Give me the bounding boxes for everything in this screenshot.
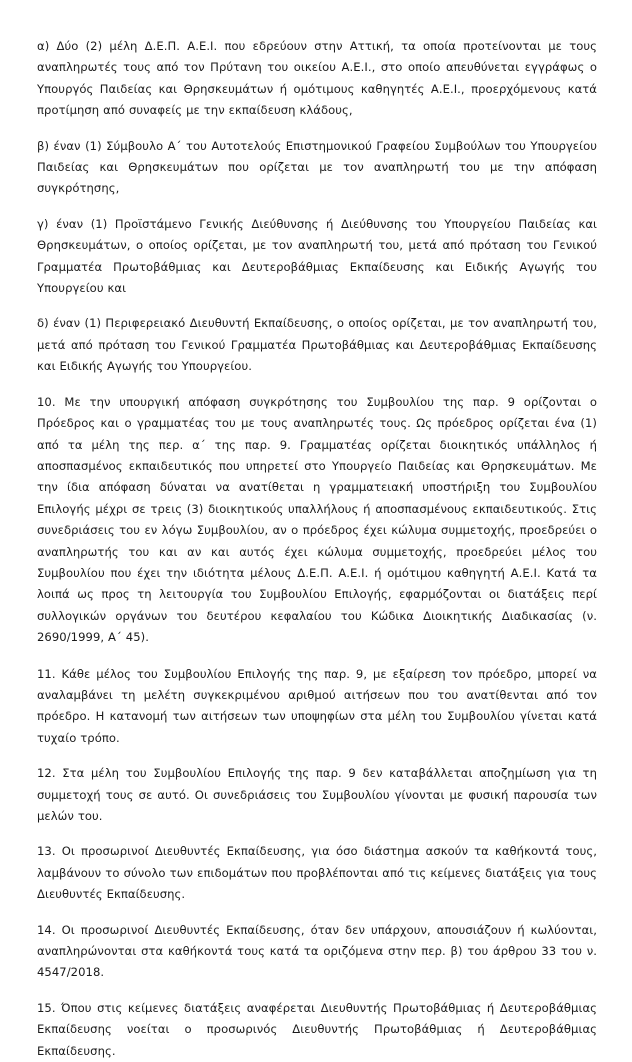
paragraph-item-gamma: γ) έναν (1) Προϊστάμενο Γενικής Διεύθυνσης ή Διεύθυνσης του Υπουργείου Παιδείας και Θρησκευμάτων, ο οποίος ορίζεται, με τον αναπληρωτή του, μετά από πρόταση του Γενικού Γραμματέα Πρωτοβάθμιας και Δευτεροβάθμιας Εκπαίδευσης και Ειδικής Αγωγής του Υπουργείου και [37, 216, 597, 296]
paragraph-item-delta: δ) έναν (1) Περιφερειακό Διευθυντή Εκπαίδευσης, ο οποίος ορίζεται, με τον αναπληρωτή του, μετά από πρόταση του Γενικού Γραμματέα Πρωτοβάθμιας και Δευτεροβάθμιας Εκπαίδευσης και Ειδικής Αγωγής του Υπουργείου. [37, 316, 597, 374]
paragraph-item-alpha: α) Δύο (2) μέλη Δ.Ε.Π. Α.Ε.Ι. που εδρεύουν στην Αττική, τα οποία προτείνονται με τους αναπληρωτές τους από τον Πρύτανη του οικείου Α.Ε.Ι., στο οποίο απευθύνεται εγγράφως ο Υπουργός Παιδείας και Θρησκευμάτων ή ομότιμους καθηγητές Α.Ε.Ι., προερχόμενους κατά προτίμηση από συναφείς με την εκπαίδευση κλάδους, [37, 39, 597, 118]
paragraph-14: 14. Οι προσωρινοί Διευθυντές Εκπαίδευσης, όταν δεν υπάρχουν, απουσιάζουν ή κωλύονται, αναπληρώνονται στα καθήκοντά τους κατά τα οριζόμενα στην περ. β) του άρθρου 33 του ν. 4547/2018. [37, 922, 597, 980]
paragraph-11: 11. Κάθε μέλος του Συμβουλίου Επιλογής της παρ. 9, με εξαίρεση τον πρόεδρο, μπορεί να αναλαμβάνει τη μελέτη συγκεκριμένου αριθμού αιτήσεων που του ανατίθενται από τον πρόεδρο. Η κατανομή των αιτήσεων των υποψηφίων στα μέλη του Συμβουλίου γίνεται κατά τυχαίο τρόπο. [37, 666, 597, 745]
paragraph-10: 10. Με την υπουργική απόφαση συγκρότησης του Συμβουλίου της παρ. 9 ορίζονται ο Πρόεδρος και ο γραμματέας του με τους αναπληρωτές τους. Ως πρόεδρος ορίζεται ένα (1) από τα μέλη της περ. α΄ της παρ. 9. Γραμματέας ορίζεται διοικητικός υπάλληλος ή αποσπασμένος εκπαιδευτικός που υπηρετεί στο Υπουργείο Παιδείας και Θρησκευμάτων. Με την ίδια απόφαση δύναται να ανατίθεται η γραμματειακή υποστήριξη του Συμβουλίου Επιλογής μέχρι σε τρεις (3) διοικητικούς υπαλλήλους ή αποσπασμένους εκπαιδευτικούς. Στις συνεδριάσεις του εν λόγω Συμβουλίου, αν ο πρόεδρος έχει κώλυμα συμμετοχής, προεδρεύει ο αναπληρωτής του και αν και αυτός έχει κώλυμα συμμετοχής, προεδρεύει μέλος του Συμβουλίου που έχει την ιδιότητα μέλους Δ.Ε.Π. Α.Ε.Ι. ή ομότιμου καθηγητή Α.Ε.Ι. Κατά τα λοιπά ως προς τη λειτουργία του Συμβουλίου Επιλογής, εφαρμόζονται οι διατάξεις περί συλλογικών οργάνων του δευτέρου κεφαλαίου του Κώδικα Διοικητικής Διαδικασίας (ν. 2690/1999, Α΄ 45). [37, 394, 597, 645]
document-text-body [37, 36, 597, 1062]
paragraph-13: 13. Οι προσωρινοί Διευθυντές Εκπαίδευσης, για όσο διάστημα ασκούν τα καθήκοντά τους, λαμβάνουν το σύνολο των επιδομάτων που προβλέπονται από τις κείμενες διατάξεις για τους Διευθυντές Εκπαίδευσης. [37, 844, 597, 902]
paragraph-item-beta: β) έναν (1) Σύμβουλο Α΄ του Αυτοτελούς Επιστημονικού Γραφείου Συμβούλων του Υπουργείου Παιδείας και Θρησκευμάτων που ορίζεται με τον αναπληρωτή του με την απόφαση συγκρότησης, [37, 138, 597, 196]
paragraph-15: 15. Όπου στις κείμενες διατάξεις αναφέρεται Διευθυντής Πρωτοβάθμιας ή Δευτεροβάθμιας Εκπαίδευσης νοείται ο προσωρινός Διευθυντής Πρωτοβάθμιας ή Δευτεροβάθμιας Εκπαίδευσης. [37, 1000, 597, 1058]
paragraph-12: 12. Στα μέλη του Συμβουλίου Επιλογής της παρ. 9 δεν καταβάλλεται αποζημίωση για τη συμμετοχή τους σε αυτό. Οι συνεδριάσεις του Συμβουλίου γίνονται με φυσική παρουσία των μελών του. [37, 766, 597, 823]
